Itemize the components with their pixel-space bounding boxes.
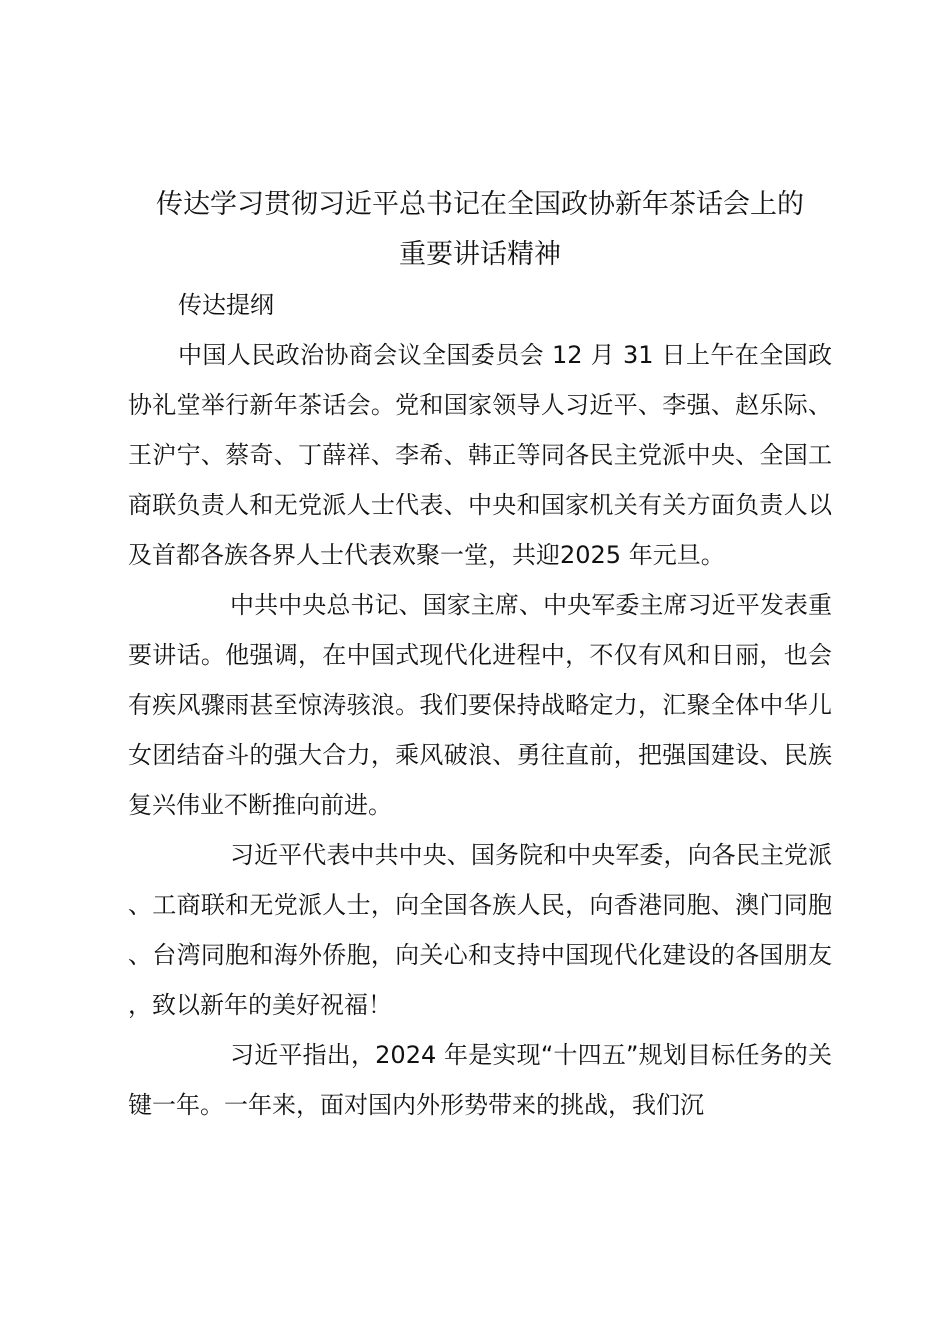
paragraph-2: 中共中央总书记、国家主席、中央军委主席习近平发表重要讲话。他强调，在中国式现代化进程中，不仅有风和日丽，也会有疾风骤雨甚至惊涛骇浪。我们要保持战略定力，汇聚全体中华儿女团结奋斗的强大合力，乘风破浪、勇往直前，把强国建设、民族复兴伟业不断推向前进。 — [128, 591, 832, 819]
title-line-1: 传达学习贯彻习近平总书记在全国政协新年茶话会上的 — [156, 189, 804, 220]
title-line-2: 重要讲话精神 — [399, 239, 561, 270]
document-subtitle: 传达提纲 — [178, 291, 274, 319]
document-title — [128, 180, 832, 280]
paragraph-4: 习近平指出，2024 年是实现“十四五”规划目标任务的关键一年。一年来，面对国内外形势带来的挑战，我们沉 — [128, 1041, 832, 1119]
paragraph-1: 中国人民政治协商会议全国委员会 12 月 31 日上午在全国政协礼堂举行新年茶话会。党和国家领导人习近平、李强、赵乐际、王沪宁、蔡奇、丁薛祥、李希、韩正等同各民主党派中央、全国工商联负责人和无党派人士代表、中央和国家机关有关方面负责人以及首都各族各界人士代表欢聚一堂，共迎2025 年元旦。 — [128, 341, 832, 569]
document-body — [128, 180, 832, 1130]
paragraph-3: 习近平代表中共中央、国务院和中央军委，向各民主党派、工商联和无党派人士，向全国各族人民，向香港同胞、澳门同胞、台湾同胞和海外侨胞，向关心和支持中国现代化建设的各国朋友，致以新年的美好祝福！ — [128, 841, 832, 1019]
